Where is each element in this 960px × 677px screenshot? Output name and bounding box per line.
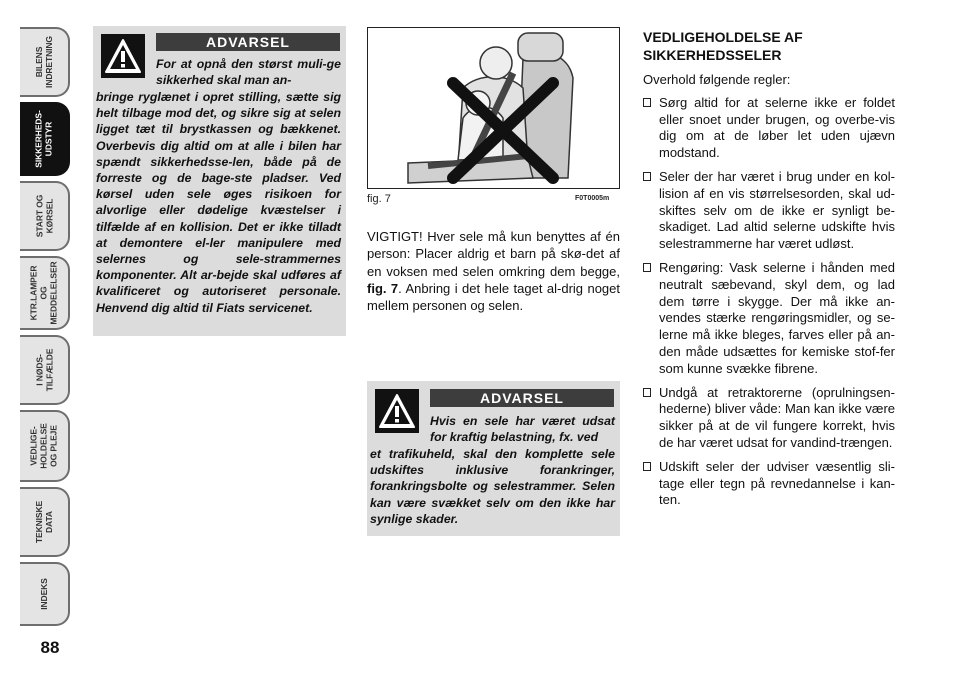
warning-box: [367, 381, 620, 536]
list-item-text: Seler der har været i brug under en kol-lision af en vis størrelsesorden, skal ud-skiftes selv om de ikke er synligt be-skadiget. Lad altid selerne udskifte hvis selestrammerne har været udløst.: [659, 168, 895, 252]
tab-sikkerhedsudstyr[interactable]: [20, 102, 70, 176]
list-item-text: Undgå at retraktorerne (oprulningsen-hederne) bliver våde: Man kan ikke være sikker på at de vil fungere korrekt, hvis de har været udsat for vandind-trængen.: [659, 384, 895, 450]
important-note-text-end: . Anbring i det hele taget al-drig noget mellem personen og selen.: [367, 280, 620, 314]
tab-start-og-korsel[interactable]: [20, 181, 70, 251]
tab-ktr-lamper[interactable]: [20, 256, 70, 330]
checkbox-bullet-icon: [643, 98, 651, 107]
important-note: [367, 228, 620, 314]
section-intro: Overhold følgende regler:: [643, 72, 791, 87]
warning-triangle-icon: [101, 34, 145, 78]
tab-vedligeholdelse[interactable]: [20, 410, 70, 482]
list-item: [643, 385, 895, 452]
tab-label: INDEKS: [39, 578, 49, 610]
tab-label: TEKNISKE DATA: [34, 500, 54, 544]
tab-tekniske-data[interactable]: [20, 487, 70, 557]
rules-list: [643, 95, 895, 509]
tab-label: I NØDS- TILFÆLDE: [33, 348, 54, 392]
list-item-text: Rengøring: Vask selerne i hånden med neutralt sæbevand, skyl dem, og lad dem tørre i skygge. Der må ikke an-vendes stærke rengøringsmidler, og se-lerne må ikke bleges, farves eller på an-den måde udsættes for kemiske stof-fer som kunne svække fibrene.: [659, 259, 895, 376]
important-note-text: VIGTIGT! Hver sele må kun benyttes af én person: Placer aldrig et barn på skø-det af en voksen med selen omkring dem begge,: [367, 229, 620, 279]
list-item-text: Udskift seler der udviser væsentlig sli-tage eller tegn på revnedannelse i kan-ten.: [659, 458, 895, 508]
section-heading: VEDLIGEHOLDELSE AF SIKKERHEDSSELER: [643, 29, 803, 63]
warning-box: [93, 26, 346, 336]
list-item: [643, 459, 895, 509]
warning-title: ADVARSEL: [156, 33, 340, 51]
figure-code: F0T0005m: [575, 195, 610, 202]
warning-title: ADVARSEL: [430, 389, 614, 407]
checkbox-bullet-icon: [643, 388, 651, 397]
figure-reference: fig. 7: [367, 280, 399, 296]
list-item-text: Sørg altid for at selerne ikke er foldet eller snoet under brugen, og overbe-vis dig om at de løber let uden ujævn modstand.: [659, 94, 895, 161]
list-item: [643, 95, 895, 162]
maintenance-section: [643, 28, 895, 516]
tab-label: VEDLIGE- HOLDELSE OG PLEJE: [28, 423, 59, 469]
warning-triangle-icon: [375, 389, 419, 433]
tab-bilens-indretning[interactable]: [20, 27, 70, 97]
tab-label: START OG KØRSEL: [34, 194, 54, 238]
seat-belt-illustration: [367, 27, 620, 189]
tab-label: BILENS INDRETNING: [34, 36, 55, 88]
tab-label: SIKKERHEDS- UDSTYR: [34, 110, 54, 168]
figure-caption: fig. 7: [367, 193, 391, 205]
warning-lead: Hvis en sele har været udsat for kraftig belastning, fx. ved: [430, 414, 615, 445]
tab-label: KTR.LAMPER OG MEDDELELSER: [29, 261, 60, 325]
warning-lead: For at opnå den størst muli-ge sikkerhed skal man an-: [156, 57, 341, 88]
checkbox-bullet-icon: [643, 172, 651, 181]
checkbox-bullet-icon: [643, 263, 651, 272]
warning-body: bringe ryglænet i opret stilling, sætte sig helt tilbage mod det, og sikre sig at selen ligget tæt til brystkassen og bækkenet. Overbevis dig altid om at alle i bilen har spændt sikkerhedsse-len, både på de forreste og de bage-ste pladser. Ved kørsel uden sele øges risikoen for alvorlige eller dødelige kvæstelser i tilfælde af en kollision. Det er ikke tilladt at demontere el-ler manipulere med selernes og sele-strammernes komponenter. Alt ar-bejde skal udføres af kvalificeret og autoriseret personale. Henvend dig altid til Fiats servicenet.: [96, 90, 341, 315]
list-item: [643, 260, 895, 378]
warning-body: et trafikuheld, skal den komplette sele udskiftes inklusive forankringer, forankringsbolte og selestrammer. Selen kan være svækket selv om den ikke har synlige skader.: [370, 447, 615, 526]
tab-i-nodstilfaelde[interactable]: [20, 335, 70, 405]
checkbox-bullet-icon: [643, 462, 651, 471]
tab-indeks[interactable]: [20, 562, 70, 626]
list-item: [643, 169, 895, 253]
page-number: 88: [40, 638, 60, 657]
